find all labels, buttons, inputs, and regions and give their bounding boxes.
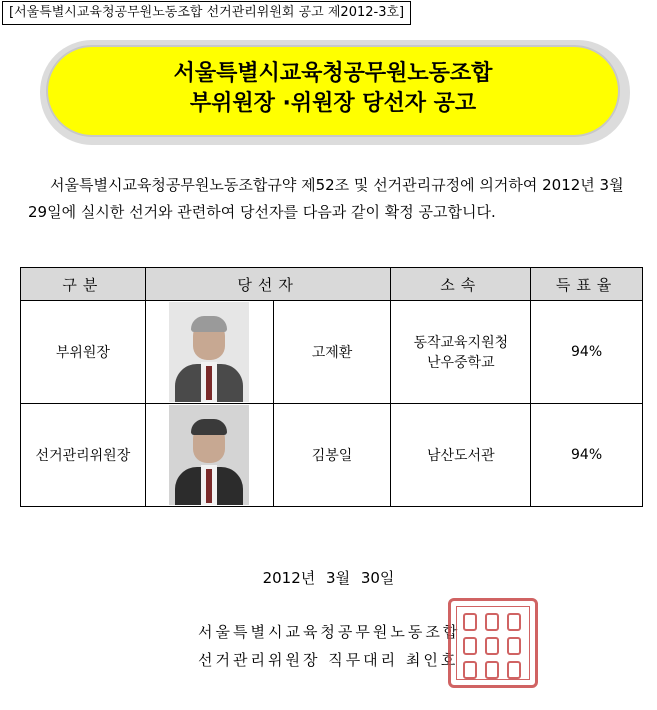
title-banner: [46, 45, 620, 137]
affiliation-cell: [391, 404, 531, 507]
candidate-photo: [169, 405, 249, 505]
header-vote-rate: 득표율: [531, 268, 643, 301]
results-table: [20, 267, 643, 507]
header-winner: 당선자: [145, 268, 391, 301]
banner-title-line2: 부위원장 ·위원장 당선자 공고: [189, 91, 477, 116]
affiliation-cell: [391, 301, 531, 404]
announcement-date: 2012년 3월 30일: [262, 569, 395, 587]
official-seal-icon: [448, 598, 538, 688]
header-affiliation: 소속: [391, 268, 531, 301]
affiliation-line2: 난우중학교: [426, 355, 495, 371]
signatory: 선거관리위원장 직무대리 최인호: [198, 651, 459, 669]
announcement-text: 서울특별시교육청공무원노동조합규약 제52조 및 선거관리규정에 의거하여 2012년 3월 29일에 실시한 선거와 관련하여 당선자를 다음과 같이 확정 공고합니다.: [28, 176, 624, 221]
vote-rate-cell: 94%: [531, 404, 643, 507]
vote-rate-cell: 94%: [531, 301, 643, 404]
photo-cell: [145, 404, 273, 507]
affiliation-line1: 남산도서관: [426, 448, 495, 464]
table-row: [21, 301, 643, 404]
announcement-paragraph: [28, 172, 638, 226]
position-cell: 부위원장: [21, 301, 146, 404]
notice-number: [서울특별시교육청공무원노동조합 선거관리위원회 공고 제2012-3호]: [2, 1, 411, 25]
table-row: [21, 404, 643, 507]
candidate-photo: [169, 302, 249, 402]
position-cell: 선거관리위원장: [21, 404, 146, 507]
banner-title-line1: 서울특별시교육청공무원노동조합: [173, 61, 493, 86]
header-category: 구분: [21, 268, 146, 301]
signature-block: [198, 618, 460, 674]
table-header-row: [21, 268, 643, 301]
org-name: 서울특별시교육청공무원노동조합: [198, 623, 461, 641]
name-cell: 김봉일: [273, 404, 391, 507]
name-cell: 고제환: [273, 301, 391, 404]
photo-cell: [145, 301, 273, 404]
affiliation-line1: 동작교육지원청: [413, 335, 509, 351]
